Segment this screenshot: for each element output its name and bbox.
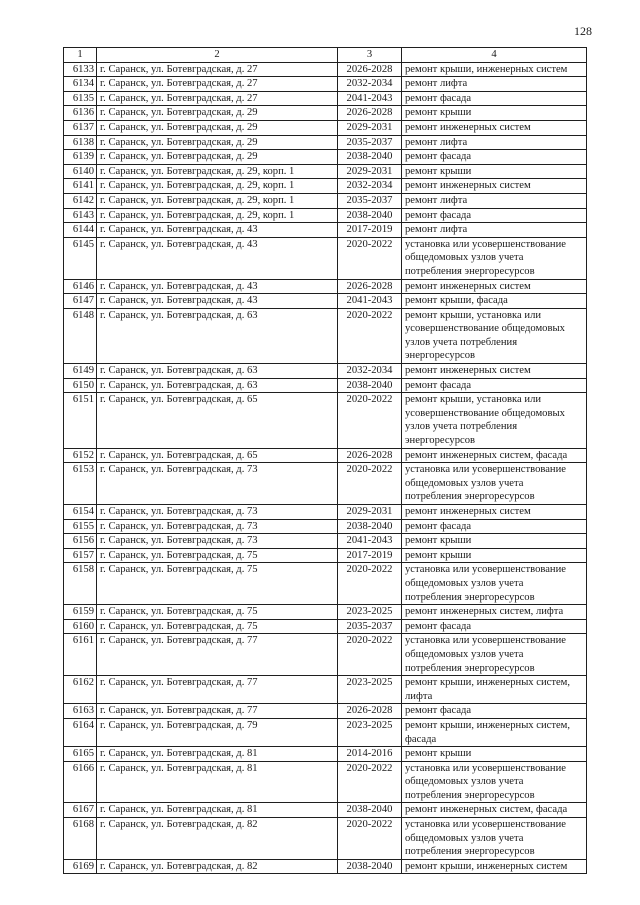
address-cell: г. Саранск, ул. Ботевградская, д. 75 [97,619,338,634]
row-number-cell: 6160 [64,619,97,634]
period-cell: 2038-2040 [338,519,402,534]
row-number-cell: 6144 [64,223,97,238]
period-cell: 2026-2028 [338,62,402,77]
work-type-cell: ремонт лифта [402,193,587,208]
address-cell: г. Саранск, ул. Ботевградская, д. 63 [97,364,338,379]
table-row [64,761,587,803]
work-type-cell: ремонт фасада [402,91,587,106]
work-type-cell: ремонт фасада [402,519,587,534]
address-cell: г. Саранск, ул. Ботевградская, д. 29, корп. 1 [97,164,338,179]
address-cell: г. Саранск, ул. Ботевградская, д. 82 [97,859,338,874]
work-type-cell: ремонт фасада [402,378,587,393]
address-cell: г. Саранск, ул. Ботевградская, д. 63 [97,378,338,393]
row-number-cell: 6165 [64,747,97,762]
row-number-cell: 6157 [64,548,97,563]
period-cell: 2041-2043 [338,91,402,106]
period-cell: 2023-2025 [338,676,402,704]
row-number-cell: 6151 [64,393,97,448]
row-number-cell: 6147 [64,294,97,309]
row-number-cell: 6153 [64,463,97,505]
work-type-cell: ремонт инженерных систем, фасада [402,803,587,818]
work-type-cell: ремонт лифта [402,223,587,238]
work-type-cell: ремонт инженерных систем [402,505,587,520]
row-number-cell: 6140 [64,164,97,179]
period-cell: 2038-2040 [338,378,402,393]
work-type-cell: ремонт крыши, фасада [402,294,587,309]
period-cell: 2020-2022 [338,634,402,676]
address-cell: г. Саранск, ул. Ботевградская, д. 77 [97,704,338,719]
period-cell: 2020-2022 [338,761,402,803]
work-type-cell: ремонт крыши, установка или усовершенствование общедомовых узлов учета потребления энергоресурсов [402,308,587,363]
address-cell: г. Саранск, ул. Ботевградская, д. 82 [97,818,338,860]
table-row [64,704,587,719]
period-cell: 2038-2040 [338,208,402,223]
period-cell: 2023-2025 [338,718,402,746]
period-cell: 2041-2043 [338,534,402,549]
work-type-cell: ремонт крыши [402,534,587,549]
period-cell: 2017-2019 [338,548,402,563]
table-row [64,308,587,363]
period-cell: 2026-2028 [338,704,402,719]
repair-schedule-table [63,47,587,874]
work-type-cell: ремонт инженерных систем [402,120,587,135]
address-cell: г. Саранск, ул. Ботевградская, д. 65 [97,448,338,463]
period-cell: 2026-2028 [338,279,402,294]
table-row [64,294,587,309]
work-type-cell: ремонт крыши [402,164,587,179]
address-cell: г. Саранск, ул. Ботевградская, д. 43 [97,294,338,309]
address-cell: г. Саранск, ул. Ботевградская, д. 43 [97,223,338,238]
table-row [64,605,587,620]
row-number-cell: 6163 [64,704,97,719]
header-row [64,48,587,63]
table-row [64,364,587,379]
table-row [64,747,587,762]
address-cell: г. Саранск, ул. Ботевградская, д. 77 [97,634,338,676]
work-type-cell: ремонт крыши [402,747,587,762]
table-row [64,164,587,179]
row-number-cell: 6137 [64,120,97,135]
work-type-cell: установка или усовершенствование общедомовых узлов учета потребления энергоресурсов [402,237,587,279]
period-cell: 2029-2031 [338,120,402,135]
row-number-cell: 6156 [64,534,97,549]
table-row [64,803,587,818]
row-number-cell: 6161 [64,634,97,676]
address-cell: г. Саранск, ул. Ботевградская, д. 77 [97,676,338,704]
period-cell: 2032-2034 [338,364,402,379]
column-header-4: 4 [402,48,587,63]
table-row [64,548,587,563]
row-number-cell: 6133 [64,62,97,77]
address-cell: г. Саранск, ул. Ботевградская, д. 29 [97,106,338,121]
work-type-cell: ремонт фасада [402,150,587,165]
work-type-cell: ремонт лифта [402,135,587,150]
row-number-cell: 6138 [64,135,97,150]
table-row [64,818,587,860]
period-cell: 2020-2022 [338,818,402,860]
period-cell: 2029-2031 [338,505,402,520]
address-cell: г. Саранск, ул. Ботевградская, д. 75 [97,605,338,620]
table-row [64,106,587,121]
period-cell: 2032-2034 [338,77,402,92]
period-cell: 2020-2022 [338,308,402,363]
table-row [64,393,587,448]
period-cell: 2038-2040 [338,150,402,165]
work-type-cell: установка или усовершенствование общедомовых узлов учета потребления энергоресурсов [402,563,587,605]
table-row [64,619,587,634]
period-cell: 2017-2019 [338,223,402,238]
period-cell: 2026-2028 [338,106,402,121]
period-cell: 2035-2037 [338,619,402,634]
address-cell: г. Саранск, ул. Ботевградская, д. 81 [97,747,338,762]
period-cell: 2026-2028 [338,448,402,463]
work-type-cell: ремонт фасада [402,619,587,634]
table-row [64,505,587,520]
address-cell: г. Саранск, ул. Ботевградская, д. 73 [97,505,338,520]
row-number-cell: 6159 [64,605,97,620]
address-cell: г. Саранск, ул. Ботевградская, д. 43 [97,237,338,279]
column-header-2: 2 [97,48,338,63]
period-cell: 2020-2022 [338,463,402,505]
work-type-cell: ремонт крыши, инженерных систем [402,62,587,77]
table-row [64,179,587,194]
row-number-cell: 6148 [64,308,97,363]
row-number-cell: 6145 [64,237,97,279]
table-row [64,563,587,605]
address-cell: г. Саранск, ул. Ботевградская, д. 43 [97,279,338,294]
period-cell: 2038-2040 [338,803,402,818]
row-number-cell: 6169 [64,859,97,874]
row-number-cell: 6155 [64,519,97,534]
address-cell: г. Саранск, ул. Ботевградская, д. 81 [97,761,338,803]
period-cell: 2020-2022 [338,563,402,605]
work-type-cell: установка или усовершенствование общедомовых узлов учета потребления энергоресурсов [402,818,587,860]
address-cell: г. Саранск, ул. Ботевградская, д. 27 [97,62,338,77]
period-cell: 2020-2022 [338,393,402,448]
work-type-cell: ремонт инженерных систем [402,279,587,294]
period-cell: 2020-2022 [338,237,402,279]
period-cell: 2035-2037 [338,135,402,150]
address-cell: г. Саранск, ул. Ботевградская, д. 65 [97,393,338,448]
address-cell: г. Саранск, ул. Ботевградская, д. 81 [97,803,338,818]
address-cell: г. Саранск, ул. Ботевградская, д. 29 [97,135,338,150]
work-type-cell: установка или усовершенствование общедомовых узлов учета потребления энергоресурсов [402,761,587,803]
table-row [64,634,587,676]
table-row [64,120,587,135]
table-body [64,62,587,874]
address-cell: г. Саранск, ул. Ботевградская, д. 29, корп. 1 [97,208,338,223]
work-type-cell: ремонт фасада [402,704,587,719]
address-cell: г. Саранск, ул. Ботевградская, д. 27 [97,77,338,92]
work-type-cell: ремонт инженерных систем, фасада [402,448,587,463]
table-row [64,91,587,106]
work-type-cell: ремонт инженерных систем, лифта [402,605,587,620]
work-type-cell: ремонт инженерных систем [402,179,587,194]
row-number-cell: 6162 [64,676,97,704]
table-row [64,150,587,165]
table-row [64,237,587,279]
address-cell: г. Саранск, ул. Ботевградская, д. 73 [97,534,338,549]
table-row [64,193,587,208]
table-row [64,208,587,223]
table-row [64,676,587,704]
address-cell: г. Саранск, ул. Ботевградская, д. 73 [97,519,338,534]
work-type-cell: установка или усовершенствование общедомовых узлов учета потребления энергоресурсов [402,463,587,505]
address-cell: г. Саранск, ул. Ботевградская, д. 75 [97,548,338,563]
work-type-cell: ремонт крыши, инженерных систем, лифта [402,676,587,704]
row-number-cell: 6149 [64,364,97,379]
row-number-cell: 6152 [64,448,97,463]
work-type-cell: ремонт крыши [402,548,587,563]
address-cell: г. Саранск, ул. Ботевградская, д. 27 [97,91,338,106]
table-row [64,534,587,549]
row-number-cell: 6154 [64,505,97,520]
address-cell: г. Саранск, ул. Ботевградская, д. 63 [97,308,338,363]
row-number-cell: 6139 [64,150,97,165]
table-row [64,135,587,150]
row-number-cell: 6150 [64,378,97,393]
address-cell: г. Саранск, ул. Ботевградская, д. 73 [97,463,338,505]
row-number-cell: 6164 [64,718,97,746]
address-cell: г. Саранск, ул. Ботевградская, д. 29 [97,120,338,135]
row-number-cell: 6142 [64,193,97,208]
row-number-cell: 6146 [64,279,97,294]
address-cell: г. Саранск, ул. Ботевградская, д. 29, корп. 1 [97,193,338,208]
period-cell: 2035-2037 [338,193,402,208]
row-number-cell: 6168 [64,818,97,860]
table-row [64,223,587,238]
work-type-cell: ремонт лифта [402,77,587,92]
row-number-cell: 6134 [64,77,97,92]
table-row [64,718,587,746]
table-row [64,859,587,874]
period-cell: 2029-2031 [338,164,402,179]
address-cell: г. Саранск, ул. Ботевградская, д. 75 [97,563,338,605]
address-cell: г. Саранск, ул. Ботевградская, д. 29, корп. 1 [97,179,338,194]
work-type-cell: ремонт инженерных систем [402,364,587,379]
period-cell: 2014-2016 [338,747,402,762]
work-type-cell: ремонт крыши [402,106,587,121]
table-row [64,62,587,77]
table-row [64,463,587,505]
period-cell: 2032-2034 [338,179,402,194]
row-number-cell: 6135 [64,91,97,106]
column-header-3: 3 [338,48,402,63]
page-number: 128 [574,24,592,38]
row-number-cell: 6167 [64,803,97,818]
table-row [64,77,587,92]
table-row [64,279,587,294]
row-number-cell: 6158 [64,563,97,605]
work-type-cell: ремонт крыши, инженерных систем, фасада [402,718,587,746]
table-header [64,48,587,63]
table-row [64,519,587,534]
address-cell: г. Саранск, ул. Ботевградская, д. 29 [97,150,338,165]
address-cell: г. Саранск, ул. Ботевградская, д. 79 [97,718,338,746]
work-type-cell: ремонт крыши, установка или усовершенствование общедомовых узлов учета потребления энергоресурсов [402,393,587,448]
work-type-cell: ремонт крыши, инженерных систем [402,859,587,874]
row-number-cell: 6141 [64,179,97,194]
work-type-cell: установка или усовершенствование общедомовых узлов учета потребления энергоресурсов [402,634,587,676]
row-number-cell: 6136 [64,106,97,121]
period-cell: 2038-2040 [338,859,402,874]
work-type-cell: ремонт фасада [402,208,587,223]
column-header-1: 1 [64,48,97,63]
table-row [64,378,587,393]
period-cell: 2041-2043 [338,294,402,309]
row-number-cell: 6143 [64,208,97,223]
period-cell: 2023-2025 [338,605,402,620]
table-row [64,448,587,463]
row-number-cell: 6166 [64,761,97,803]
